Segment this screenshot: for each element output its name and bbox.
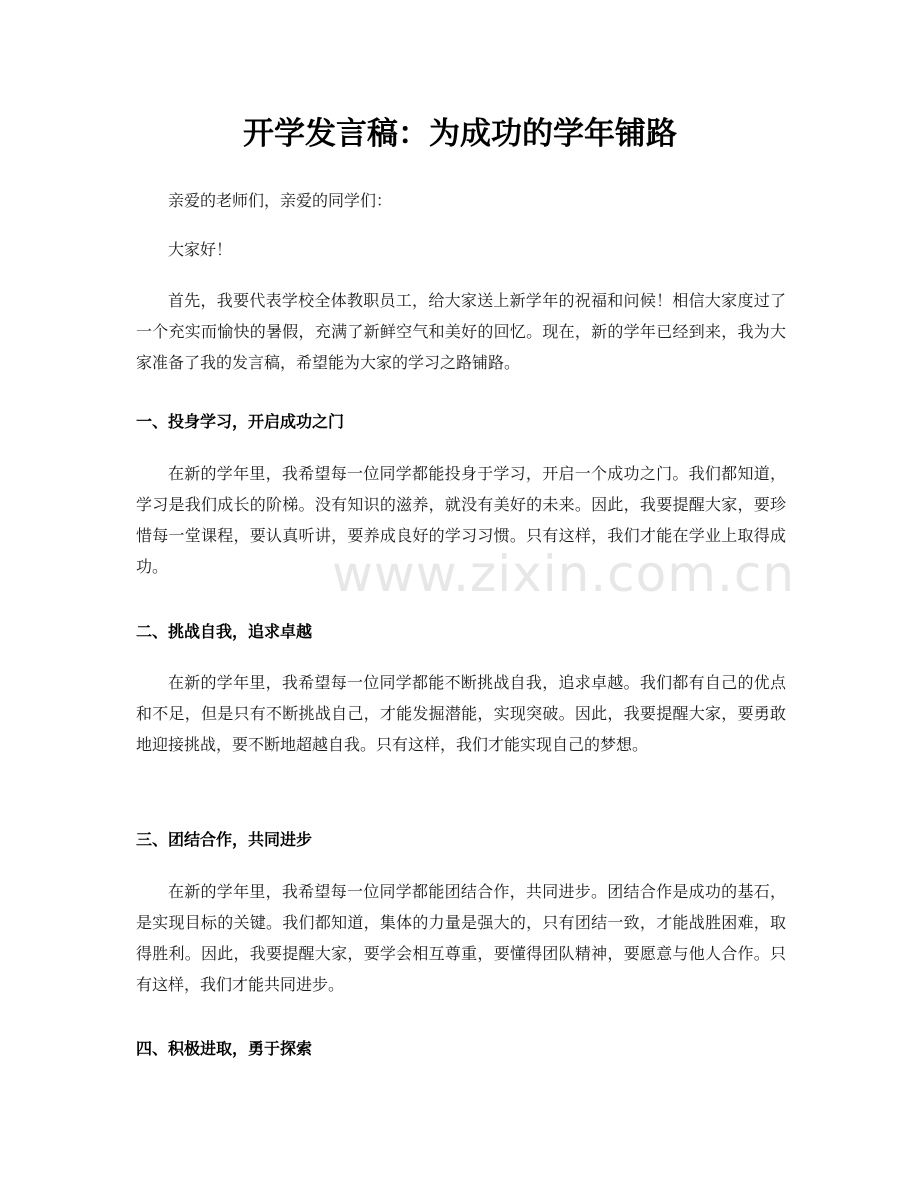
intro-paragraph: 首先，我要代表学校全体教职员工，给大家送上新学年的祝福和问候！相信大家度过了一个充实而愉快的暑假，充满了新鲜空气和美好的回忆。现在，新的学年已经到来，我为大家准备了我的发言稿，希望能为大家的学习之路铺路。 xyxy=(136,291,786,372)
section-heading-2: 二、挑战自我，追求卓越 xyxy=(136,622,313,641)
section-body-3: 在新的学年里，我希望每一位同学都能团结合作，共同进步。团结合作是成功的基石，是实现目标的关键。我们都知道，集体的力量是强大的，只有团结一致，才能战胜困难，取得胜利。因此，我要提醒大家，要学会相互尊重，要懂得团队精神，要愿意与他人合作。只有这样，我们才能共同进步。 xyxy=(136,882,786,994)
section-body-1: 在新的学年里，我希望每一位同学都能投身于学习，开启一个成功之门。我们都知道，学习是我们成长的阶梯。没有知识的滋养，就没有美好的未来。因此，我要提醒大家，要珍惜每一堂课程，要认真听讲，要养成良好的学习习惯。只有这样，我们才能在学业上取得成功。 xyxy=(136,464,786,576)
section-heading-4: 四、积极进取，勇于探索 xyxy=(136,1039,313,1058)
document-title: 开学发言稿：为成功的学年铺路 xyxy=(243,116,677,152)
greeting: 大家好！ xyxy=(168,240,233,259)
section-body-2: 在新的学年里，我希望每一位同学都能不断挑战自我，追求卓越。我们都有自己的优点和不足，但是只有不断挑战自己，才能发掘潜能，实现突破。因此，我要提醒大家，要勇敢地迎接挑战，要不断地超越自我。只有这样，我们才能实现自己的梦想。 xyxy=(136,673,786,754)
section-heading-3: 三、团结合作，共同进步 xyxy=(136,830,313,849)
section-heading-1: 一、投身学习，开启成功之门 xyxy=(136,412,345,431)
watermark: www.zixin.com.cn xyxy=(332,545,796,603)
salutation: 亲爱的老师们，亲爱的同学们： xyxy=(168,191,393,210)
